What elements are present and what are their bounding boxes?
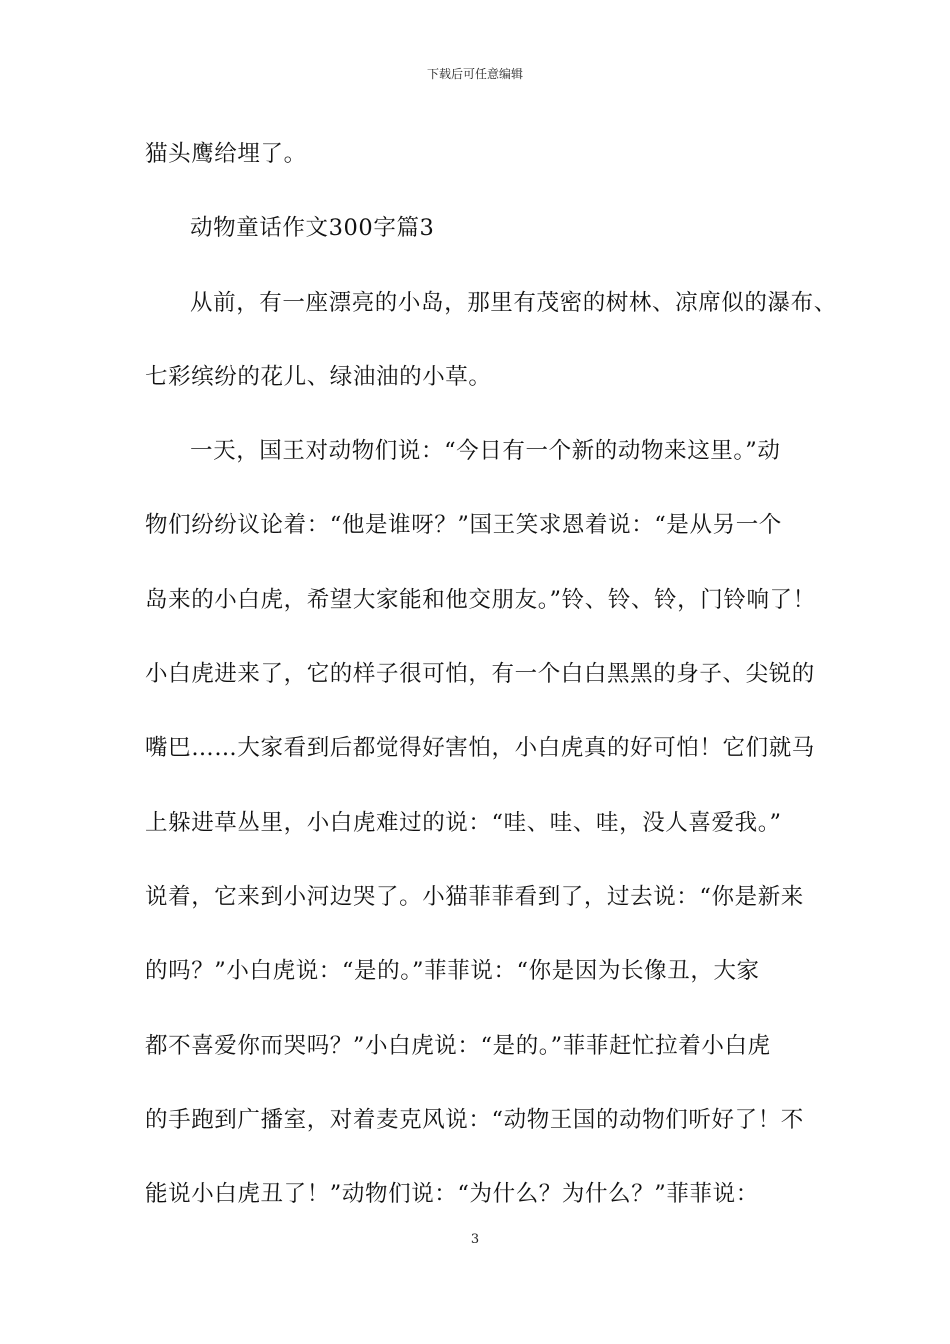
text-line-9: 嘴巴……大家看到后都觉得好害怕，小白虎真的好可怕！它们就马 — [145, 735, 815, 762]
text-line-4: 七彩缤纷的花儿、绿油油的小草。 — [145, 363, 492, 390]
text-line-5: 一天，国王对动物们说：“今日有一个新的动物来这里。”动 — [190, 438, 781, 465]
text-line-7: 岛来的小白虎，希望大家能和他交朋友。”铃、铃、铃，门铃响了！ — [145, 586, 816, 613]
page-number: 3 — [470, 1232, 480, 1247]
text-line-8: 小白虎进来了，它的样子很可怕，有一个白白黑黑的身子、尖锐的 — [145, 661, 815, 688]
body-text — [145, 134, 837, 1248]
text-line-13: 都不喜爱你而哭吗？”小白虎说：“是的。”菲菲赶忙拉着小白虎 — [145, 1032, 771, 1059]
text-line-14: 的手跑到广播室，对着麦克风说：“动物王国的动物们听好了！不 — [145, 1106, 804, 1133]
text-line-10: 上躲进草丛里，小白虎难过的说：“哇、哇、哇，没人喜爱我。” — [145, 809, 782, 836]
text-line-1: 猫头鹰给埋了。 — [145, 141, 307, 167]
text-line-11: 说着，它来到小河边哭了。小猫菲菲看到了，过去说：“你是新来 — [145, 883, 804, 910]
text-line-6: 物们纷纷议论着：“他是谁呀？”国王笑求恩着说：“是从另一个 — [145, 512, 782, 539]
text-line-15: 能说小白虎丑了！”动物们说：“为什么？为什么？”菲菲说： — [145, 1181, 759, 1208]
text-line-12: 的吗？”小白虎说：“是的。”菲菲说：“你是因为长像丑，大家 — [145, 958, 760, 985]
text-line-3: 从前，有一座漂亮的小岛，那里有茂密的树林、凉席似的瀑布、 — [190, 289, 837, 316]
page-header: 下载后可任意编辑 — [426, 67, 523, 81]
section-heading: 动物童话作文300字篇3 — [190, 215, 435, 242]
